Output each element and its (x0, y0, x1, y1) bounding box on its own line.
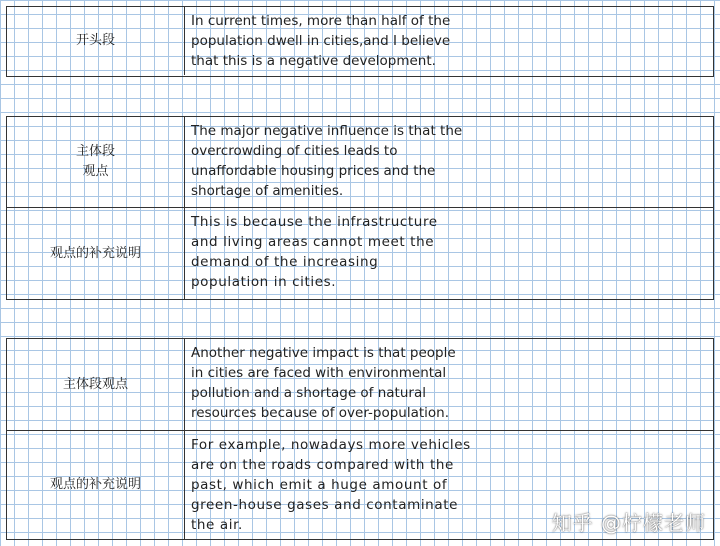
row-label: 观点的补充说明 (7, 431, 185, 539)
watermark: 知乎 @柠檬老师 (551, 511, 706, 535)
body-paragraph-1-table (6, 116, 714, 300)
row-content: The major negative influence is that the overcrowding of cities leads to unaffordable housing prices and the shortage of amenities. (191, 123, 463, 199)
row-content: For example, nowadays more vehicles are on the roads compared with the past, which emit a huge amount of green-house gases and contaminate the air. (191, 437, 471, 533)
table-row (7, 339, 713, 430)
table-row (7, 117, 713, 207)
row-label: 开头段 (7, 7, 185, 75)
row-content: Another negative impact is that people in cities are faced with environmental pollution and a shortage of natural resources because of over-population. (191, 345, 456, 421)
row-label: 观点的补充说明 (7, 208, 185, 299)
row-label: 主体段观点 (7, 339, 185, 430)
table-row (7, 207, 713, 299)
row-label: 主体段 观点 (7, 117, 185, 207)
row-content: This is because the infrastructure and living areas cannot meet the demand of the increasing population in cities. (191, 214, 438, 290)
table-row (7, 7, 713, 75)
row-content: In current times, more than half of the population dwell in cities,and I believe that this is a negative development. (191, 13, 451, 69)
intro-table (6, 6, 714, 77)
